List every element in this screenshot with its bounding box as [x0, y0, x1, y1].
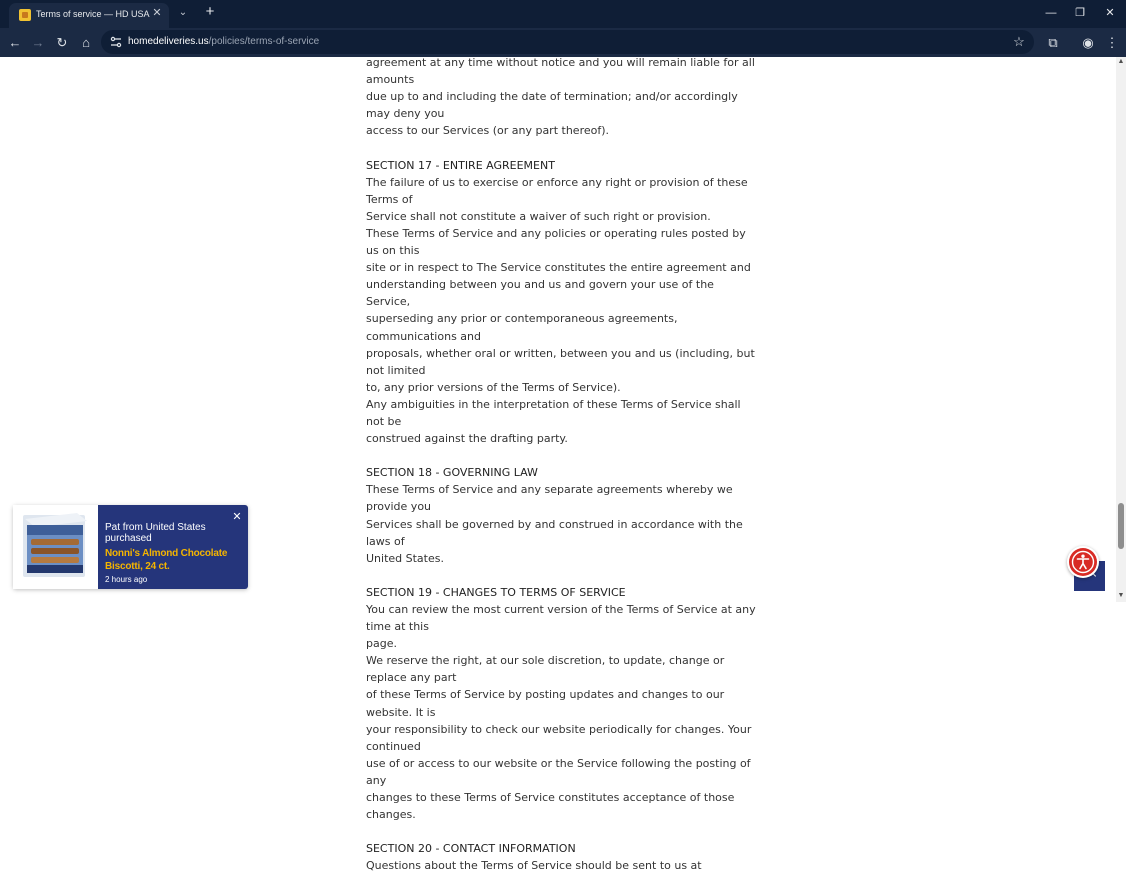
- paragraph-spacer: [366, 567, 756, 584]
- menu-kebab-icon[interactable]: ⋮: [1105, 35, 1119, 50]
- popup-product-line2: Biscotti, 24 ct.: [105, 561, 170, 572]
- paragraph-spacer: [366, 139, 756, 156]
- close-window-icon[interactable]: ✕: [1105, 7, 1115, 19]
- profile-icon[interactable]: ◉: [1082, 35, 1094, 50]
- browser-toolbar: [0, 28, 1126, 57]
- terms-text-line: construed against the drafting party.: [366, 432, 568, 446]
- terms-content: [366, 54, 756, 875]
- paragraph-spacer: [366, 447, 756, 464]
- terms-text-line: Questions about the Terms of Service should be sent to us at: [366, 859, 702, 873]
- terms-text-line: Service shall not constitute a waiver of such right or provision.: [366, 209, 711, 223]
- tab-active[interactable]: [9, 3, 169, 28]
- close-popup-icon[interactable]: ✕: [232, 511, 242, 523]
- page-viewport: [0, 56, 1116, 873]
- scroll-up-arrow-icon[interactable]: ▲: [1117, 58, 1125, 65]
- accessibility-icon: [1069, 548, 1097, 576]
- terms-text-line: superseding any prior or contemporaneous agreements, communications and: [366, 312, 678, 343]
- biscotti-box-image: [13, 505, 98, 589]
- terms-text-line: site or in respect to The Service constitutes the entire agreement and: [366, 261, 751, 275]
- terms-text-line: changes to these Terms of Service constitutes acceptance of those changes.: [366, 791, 735, 822]
- close-tab-icon[interactable]: ✕: [152, 7, 162, 19]
- terms-text-line: use of or access to our website or the Service following the posting of any: [366, 756, 751, 787]
- terms-text-line: The failure of us to exercise or enforce any right or provision of these Terms of: [366, 175, 748, 206]
- popup-time: 2 hours ago: [105, 575, 148, 584]
- terms-text-line: agreement at any time without notice and you will remain liable for all amounts: [366, 56, 755, 87]
- address-bar[interactable]: [101, 30, 1034, 54]
- terms-text-line: United States.: [366, 551, 444, 565]
- terms-text-line: to, any prior versions of the Terms of Service).: [366, 380, 621, 394]
- popup-text: [105, 522, 240, 585]
- tab-title: Terms of service — HD USA: [36, 9, 150, 19]
- terms-text-line: proposals, whether oral or written, between you and us (including, but not limited: [366, 346, 755, 377]
- scrollbar-thumb[interactable]: [1118, 503, 1124, 549]
- back-arrow-icon[interactable]: ←: [8, 35, 22, 50]
- paragraph-spacer: [366, 823, 756, 840]
- terms-text-line: page.: [366, 637, 397, 651]
- minimize-icon[interactable]: —: [1045, 7, 1057, 19]
- section-heading: SECTION 20 - CONTACT INFORMATION: [366, 842, 576, 856]
- terms-text-line: your responsibility to check our website periodically for changes. Your continued: [366, 722, 752, 753]
- popup-product-line1: Nonni's Almond Chocolate: [105, 548, 228, 559]
- reload-icon[interactable]: ↻: [56, 35, 68, 50]
- url-path: /policies/terms-of-service: [208, 36, 320, 47]
- section-heading: SECTION 17 - ENTIRE AGREEMENT: [366, 158, 555, 172]
- product-thumbnail[interactable]: [13, 505, 98, 589]
- extensions-icon[interactable]: ⧉: [1048, 35, 1058, 50]
- url-host: homedeliveries.us: [128, 36, 209, 47]
- site-favicon-icon: [19, 9, 31, 21]
- terms-text-line: These Terms of Service and any separate agreements whereby we provide you: [366, 483, 733, 514]
- tab-strip: [0, 0, 1126, 28]
- new-tab-button[interactable]: +: [205, 3, 215, 20]
- scroll-down-arrow-icon[interactable]: ▼: [1117, 592, 1125, 599]
- bookmark-star-icon[interactable]: ☆: [1013, 34, 1025, 49]
- terms-text-line: of these Terms of Service by posting updates and changes to our website. It is: [366, 688, 725, 719]
- terms-text-line: We reserve the right, at our sole discretion, to update, change or replace any part: [366, 654, 725, 685]
- accessibility-button[interactable]: [1067, 546, 1099, 578]
- site-info-icon[interactable]: [109, 35, 123, 49]
- terms-text-line: access to our Services (or any part thereof).: [366, 124, 610, 138]
- forward-arrow-icon[interactable]: →: [31, 35, 45, 50]
- terms-text-line: due up to and including the date of termination; and/or accordingly may deny you: [366, 90, 738, 121]
- terms-text-line: Services shall be governed by and construed in accordance with the laws of: [366, 517, 743, 548]
- home-icon[interactable]: ⌂: [82, 35, 90, 50]
- url-text: [128, 36, 319, 47]
- page-scrollbar[interactable]: [1116, 57, 1126, 602]
- tab-list-chevron-icon[interactable]: ⌄: [178, 7, 188, 18]
- terms-text-line: These Terms of Service and any policies or operating rules posted by us on this: [366, 226, 746, 258]
- terms-text-line: Any ambiguities in the interpretation of these Terms of Service shall not be: [366, 397, 741, 428]
- recent-purchase-popup[interactable]: [13, 505, 248, 589]
- restore-icon[interactable]: ❐: [1075, 7, 1085, 19]
- terms-text-line: You can review the most current version of the Terms of Service at any time at this: [366, 603, 756, 634]
- popup-buyer-line1: Pat from United States: [105, 522, 206, 533]
- section-heading: SECTION 18 - GOVERNING LAW: [366, 466, 538, 480]
- terms-text-line: understanding between you and us and govern your use of the Service,: [366, 278, 714, 309]
- section-heading: SECTION 19 - CHANGES TO TERMS OF SERVICE: [366, 585, 626, 599]
- popup-product-name[interactable]: [105, 547, 240, 573]
- popup-buyer-line2: purchased: [105, 533, 152, 544]
